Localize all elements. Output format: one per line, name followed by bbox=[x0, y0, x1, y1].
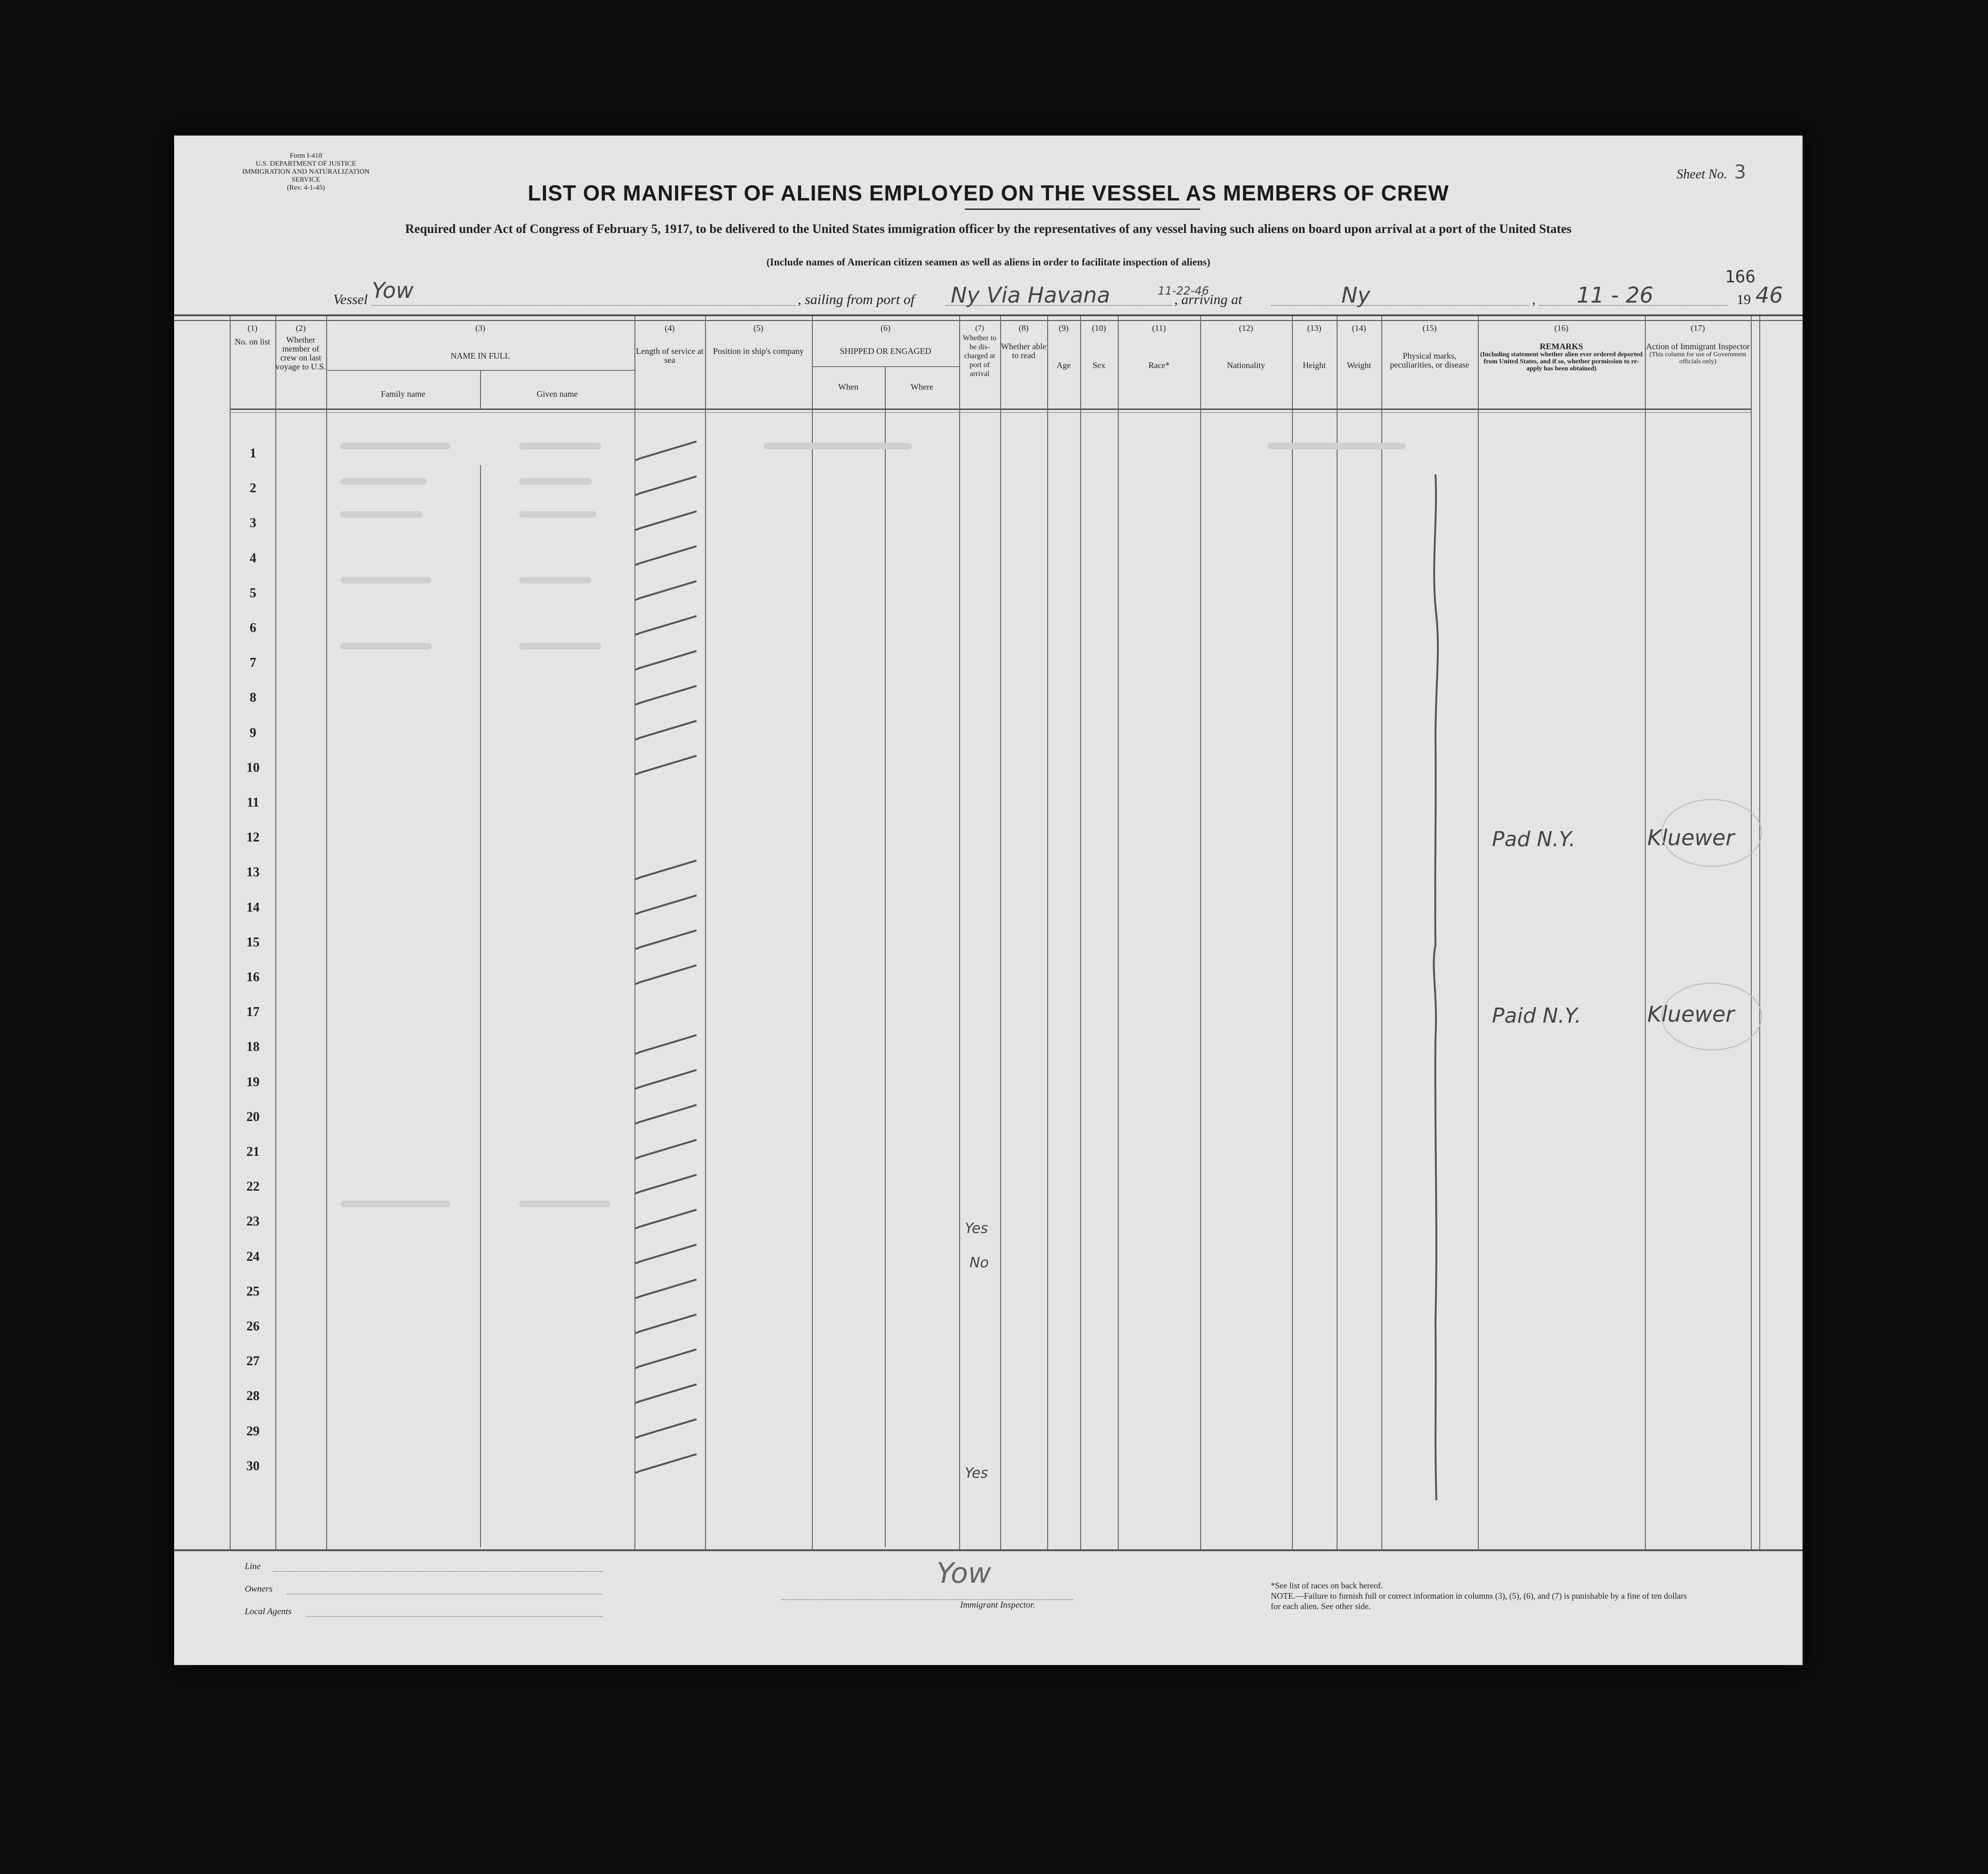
header-position: (5) Position in ship's company bbox=[713, 323, 804, 356]
header-no-on-list: (1) No. on list bbox=[234, 323, 271, 346]
row-number: 26 bbox=[246, 1319, 260, 1334]
header-discharged: (7) Whether to be dis-charged at port of arrival bbox=[962, 324, 997, 378]
header-physical-marks: (15) Physical marks, peculiarities, or disease bbox=[1390, 323, 1469, 369]
row-number: 9 bbox=[249, 725, 257, 740]
note-races: *See list of races on back hereof. bbox=[1271, 1581, 1383, 1590]
row-number: 24 bbox=[246, 1249, 260, 1264]
row-number: 29 bbox=[246, 1424, 260, 1439]
footer-local-agents-label: Local Agents bbox=[245, 1607, 292, 1617]
sailing-port-value: Ny Via Havana bbox=[951, 282, 1110, 308]
title-underline bbox=[965, 208, 1200, 210]
stamp-number: 166 bbox=[1724, 267, 1756, 287]
table-top-rule bbox=[174, 314, 1803, 316]
header-previous-crew: (2) Whether member of crew on last voyage to U.S. bbox=[275, 323, 326, 371]
row-number: 3 bbox=[249, 516, 257, 531]
check-mark bbox=[635, 581, 697, 600]
year-value: 46 bbox=[1756, 282, 1783, 308]
check-mark bbox=[635, 860, 697, 879]
row-number: 1 bbox=[249, 446, 257, 461]
inspector-label: Immigrant Inspector. bbox=[960, 1600, 1035, 1610]
row-number: 16 bbox=[246, 970, 260, 985]
sailing-date-value: 11-22-46 bbox=[1158, 284, 1209, 297]
remark-row-17: Paid N.Y. bbox=[1492, 1004, 1581, 1028]
row-number: 11 bbox=[247, 795, 259, 810]
check-mark bbox=[635, 1314, 697, 1333]
arrival-date-value: 11 - 26 bbox=[1577, 282, 1653, 308]
header-bottom-rule bbox=[231, 408, 1751, 410]
header-when: When bbox=[838, 382, 858, 392]
row-number: 27 bbox=[246, 1354, 260, 1369]
header-where: Where bbox=[911, 382, 933, 392]
department-name: U.S. DEPARTMENT OF JUSTICE bbox=[256, 160, 356, 168]
arriving-label: , arriving at bbox=[1174, 292, 1242, 307]
row-number: 23 bbox=[246, 1214, 260, 1229]
row-number: 2 bbox=[249, 481, 257, 496]
vessel-label: Vessel bbox=[333, 292, 368, 307]
check-mark bbox=[635, 721, 697, 740]
check-mark bbox=[635, 546, 697, 565]
row-number: 28 bbox=[246, 1389, 260, 1404]
header-age: (9) Age bbox=[1057, 323, 1071, 370]
vessel-line: Vessel Yow , sailing from port of Ny Via Havana 11-22-46 , arriving at Ny , 11 - 26 19 46 bbox=[333, 278, 1783, 308]
row-number: 25 bbox=[246, 1284, 260, 1299]
sheet-value: 3 bbox=[1734, 161, 1746, 183]
year-prefix: 19 bbox=[1737, 292, 1751, 307]
check-mark bbox=[635, 1349, 697, 1368]
header-nationality: (12) Nationality bbox=[1227, 323, 1265, 370]
check-mark bbox=[635, 1209, 697, 1228]
check-mark bbox=[635, 756, 697, 775]
row-number: 7 bbox=[249, 656, 257, 671]
header-race: (11) Race* bbox=[1148, 323, 1170, 370]
check-mark bbox=[635, 616, 697, 635]
header-bottom-rule bbox=[231, 412, 1751, 413]
check-mark bbox=[635, 1419, 697, 1438]
row-number: 15 bbox=[246, 935, 260, 950]
vessel-value: Yow bbox=[372, 278, 414, 303]
header-weight: (14) Weight bbox=[1347, 323, 1371, 370]
include-note: (Include names of American citizen seamen as well as aliens in order to facilitate inspection of aliens) bbox=[766, 256, 1210, 268]
remark-row-12: Pad N.Y. bbox=[1492, 827, 1576, 851]
row-number: 20 bbox=[246, 1109, 260, 1124]
row-number: 10 bbox=[246, 760, 260, 775]
check-mark bbox=[635, 441, 697, 460]
inspector-signature-row-17: Kluewer bbox=[1647, 1001, 1735, 1027]
note-penalty: NOTE.—Failure to furnish full or correct information in columns (3), (5), (6), and (7) is punishable by a fine of ten dollars for each alien. See other side. bbox=[1271, 1591, 1687, 1611]
header-inspector-action: (17) Action of Immigrant Inspector (This column for use of Government officials only) bbox=[1646, 323, 1750, 365]
row-number: 19 bbox=[246, 1074, 260, 1089]
row-number: 30 bbox=[246, 1458, 260, 1474]
ditto-line bbox=[1417, 474, 1454, 1510]
check-mark bbox=[635, 1035, 697, 1054]
page-title: LIST OR MANIFEST OF ALIENS EMPLOYED ON THE VESSEL AS MEMBERS OF CREW bbox=[528, 181, 1449, 205]
footer-notes bbox=[1271, 1580, 1694, 1611]
check-mark bbox=[635, 1384, 697, 1403]
manifest-sheet bbox=[174, 136, 1803, 1665]
check-mark bbox=[635, 930, 697, 949]
row-number: 17 bbox=[246, 1005, 260, 1020]
header-able-to-read: (8) Whether able to read bbox=[1001, 323, 1047, 360]
header-shipped-or-engaged: (6) SHIPPED OR ENGAGED bbox=[840, 323, 931, 356]
discharge-row-30: Yes bbox=[965, 1465, 988, 1482]
check-mark bbox=[635, 511, 697, 530]
sailing-label: , sailing from port of bbox=[798, 292, 915, 307]
check-marks bbox=[607, 418, 729, 1547]
row-number: 21 bbox=[246, 1145, 260, 1159]
discharge-row-23: Yes bbox=[965, 1220, 988, 1237]
check-mark bbox=[635, 651, 697, 670]
header-length-of-service: (4) Length of service at sea bbox=[636, 323, 704, 365]
check-mark bbox=[635, 1105, 697, 1124]
check-mark bbox=[635, 1140, 697, 1159]
inspector-signature: Yow bbox=[937, 1557, 991, 1590]
header-given-name: Given name bbox=[537, 389, 578, 399]
discharge-row-24: No bbox=[970, 1255, 989, 1271]
footer-owners-label: Owners bbox=[245, 1584, 273, 1594]
row-number: 4 bbox=[249, 551, 257, 566]
table-top-rule bbox=[174, 320, 1803, 321]
check-mark bbox=[635, 476, 697, 495]
arriving-port-value: Ny bbox=[1341, 282, 1371, 308]
check-mark bbox=[635, 1070, 697, 1089]
check-mark bbox=[635, 1280, 697, 1298]
form-revision: (Rev. 4-1-45) bbox=[287, 184, 325, 192]
check-mark bbox=[635, 965, 697, 984]
inspection-stamp bbox=[1661, 799, 1762, 867]
header-height: (13) Height bbox=[1303, 323, 1326, 370]
check-mark bbox=[635, 1454, 697, 1473]
row-number: 5 bbox=[249, 585, 257, 601]
row-number: 14 bbox=[246, 900, 260, 915]
header-family-name: Family name bbox=[381, 389, 425, 399]
row-number: 22 bbox=[246, 1179, 260, 1194]
check-mark bbox=[635, 1245, 697, 1264]
inspection-stamp bbox=[1661, 983, 1762, 1050]
row-number: 8 bbox=[249, 690, 257, 705]
subtitle: Required under Act of Congress of February 5, 1917, to be delivered to the United States immigration officer by the representatives of any vessel having such aliens on board upon arrival at a port of the United States bbox=[405, 222, 1572, 236]
header-remarks: (16) REMARKS (Including statement whether alien ever ordered deported from United States, and if so, whether permission to re-apply has been obtained) bbox=[1480, 323, 1643, 372]
check-mark bbox=[635, 1175, 697, 1193]
form-number: Form I-418 bbox=[289, 152, 322, 160]
row-number: 18 bbox=[246, 1040, 260, 1055]
service-name: IMMIGRATION AND NATURALIZATION SERVICE bbox=[242, 168, 370, 184]
row-number: 13 bbox=[246, 865, 260, 880]
header-name-in-full: (3) NAME IN FULL bbox=[450, 323, 510, 360]
inspector-signature-row-12: Kluewer bbox=[1647, 825, 1735, 850]
sheet-label: Sheet No. bbox=[1676, 167, 1727, 182]
row-number: 6 bbox=[249, 621, 257, 635]
check-mark bbox=[635, 896, 697, 914]
header-sex: (10) Sex bbox=[1092, 323, 1106, 370]
check-mark bbox=[635, 686, 697, 705]
table-bottom-rule bbox=[174, 1549, 1803, 1551]
row-number: 12 bbox=[246, 830, 260, 845]
footer-line-label: Line bbox=[245, 1562, 261, 1571]
